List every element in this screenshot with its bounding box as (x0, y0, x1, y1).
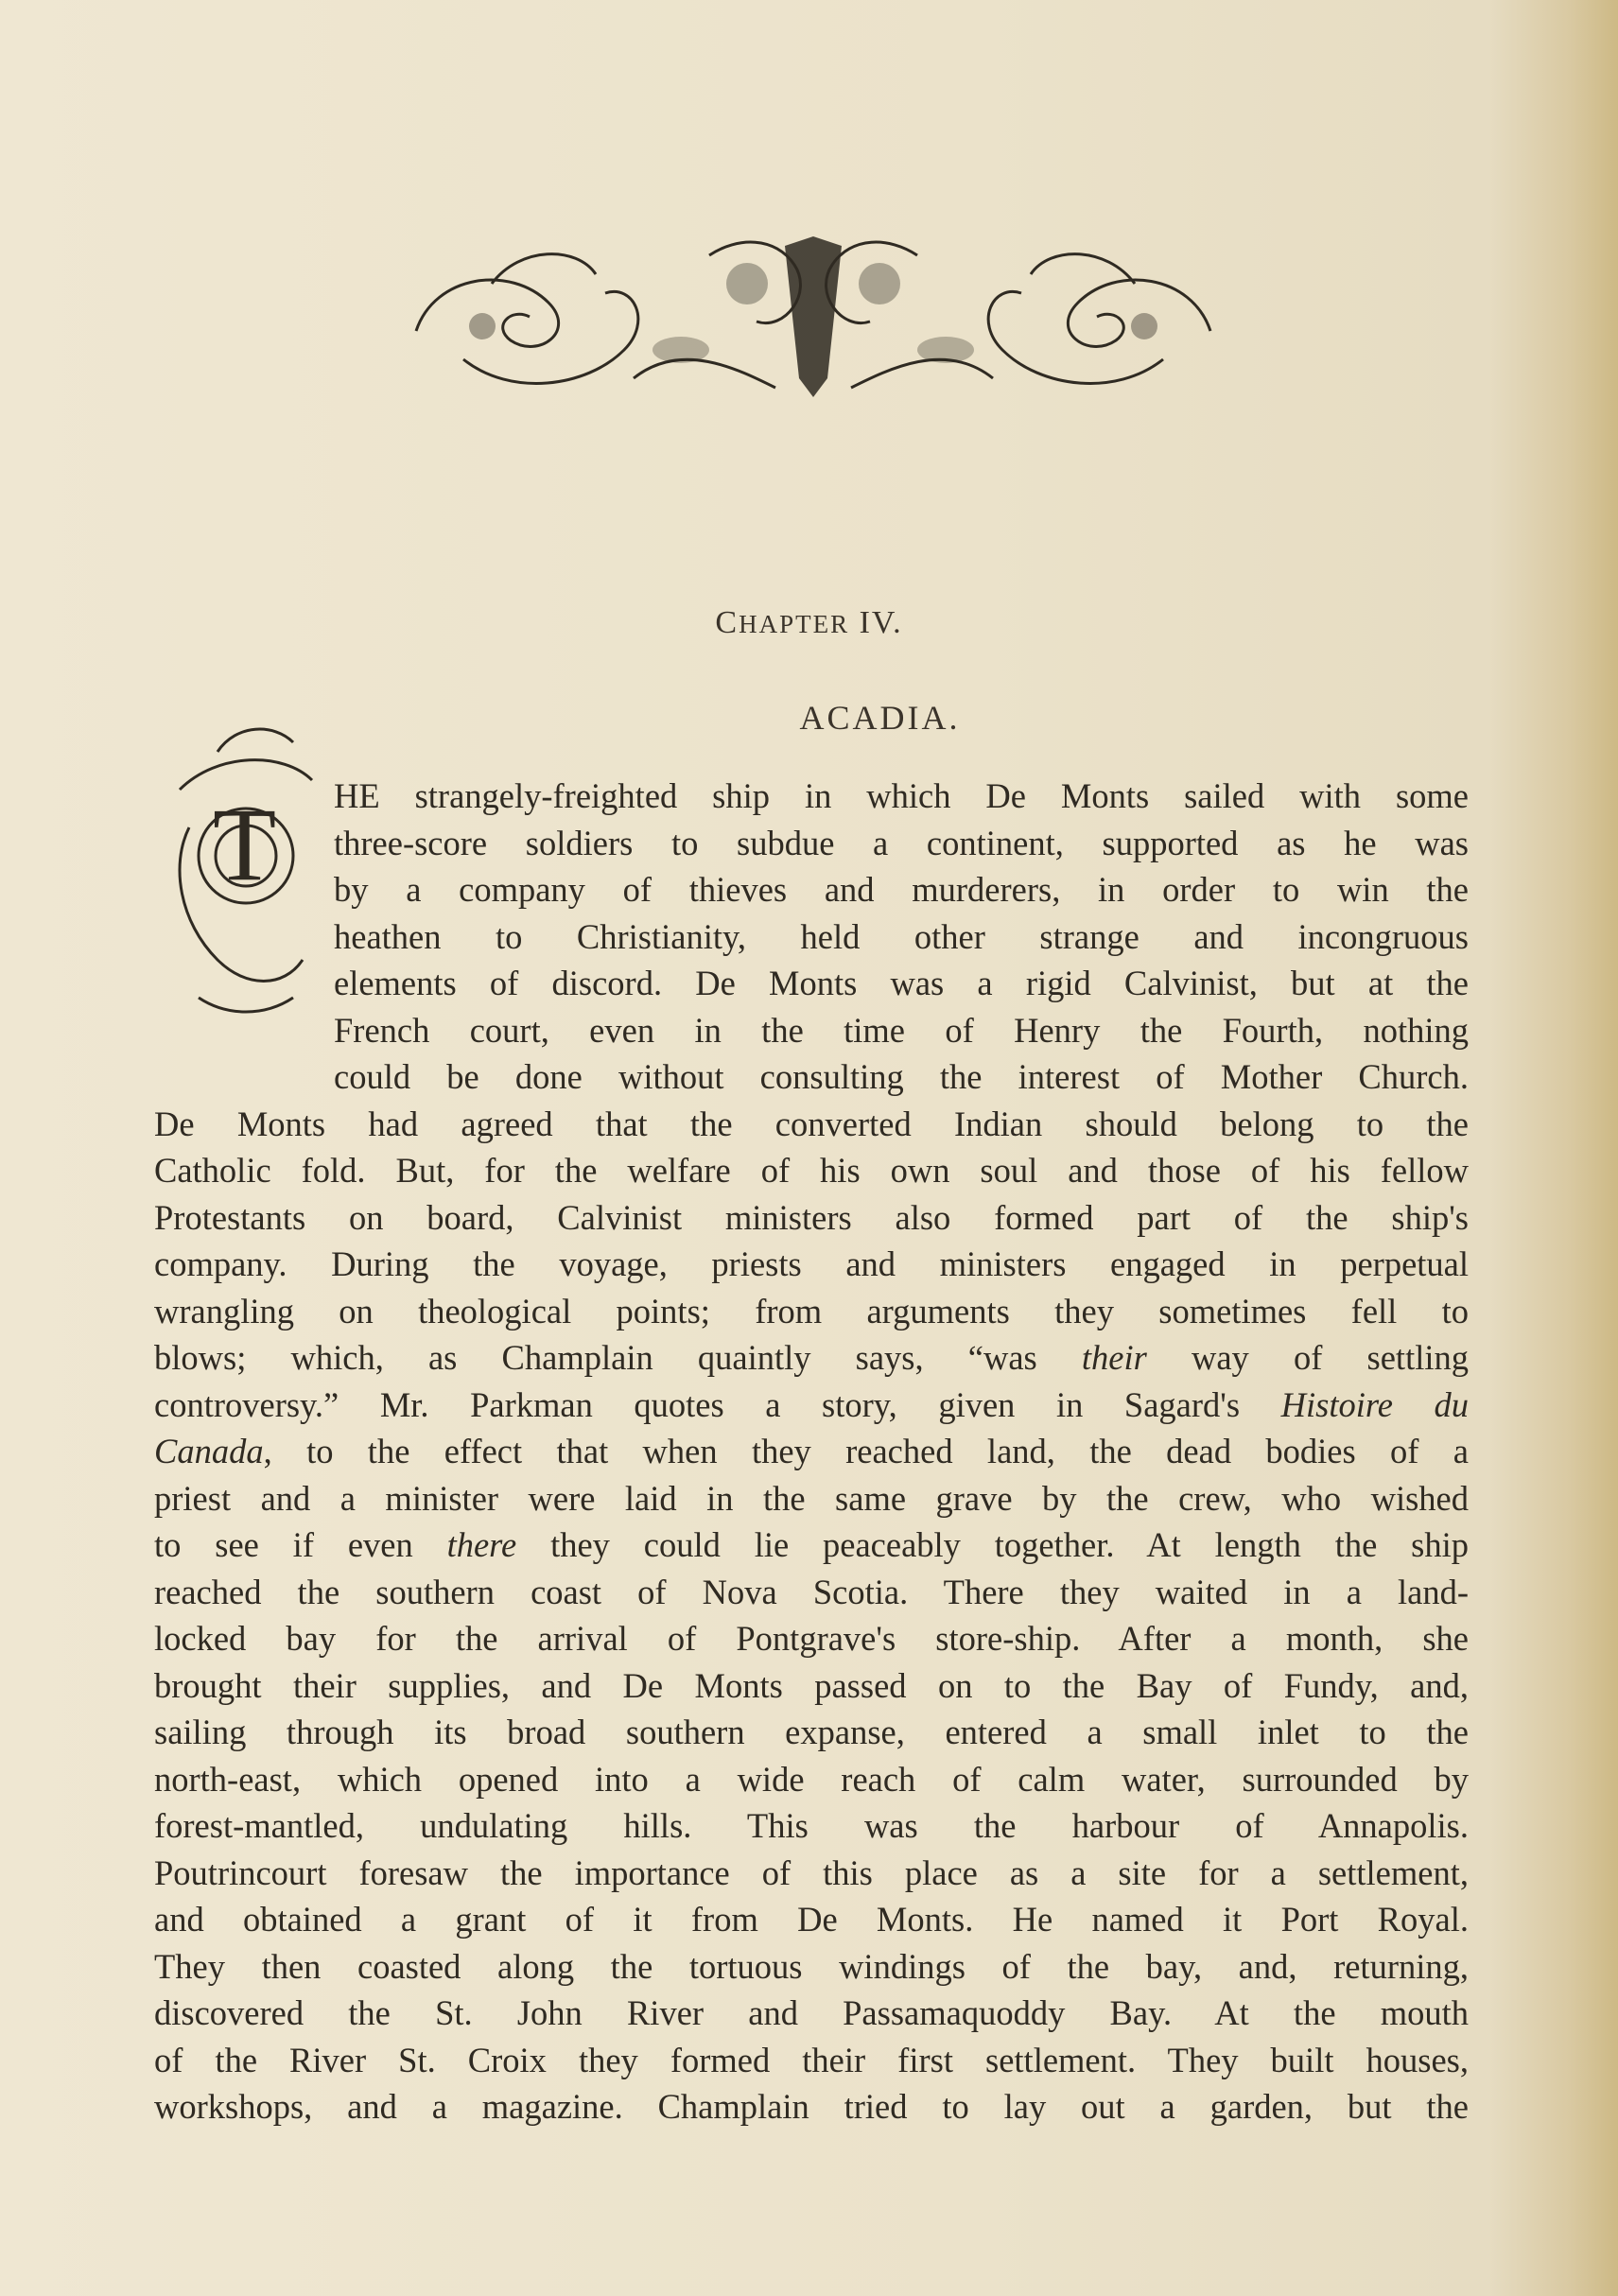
text-line: Poutrincourt foresaw the importance of this place as a site for a settlement, (154, 1852, 1469, 1892)
text-line: company. During the voyage, priests and ministers engaged in perpetual (154, 1244, 1469, 1283)
chapter-word: HAPTER (739, 610, 850, 638)
chapter-heading (0, 605, 1618, 641)
text-line: of the River St. Croix they formed their first settlement. They built houses, (154, 2040, 1469, 2079)
text-line: controversy.” Mr. Parkman quotes a story, given in Sagard's Histoire du (154, 1384, 1469, 1424)
text-line: heathen to Christianity, held other strange and incongruous (334, 916, 1469, 956)
text-line: workshops, and a magazine. Champlain tried to lay out a garden, but the (154, 2087, 1469, 2126)
text-line: and obtained a grant of it from De Monts. He named it Port Royal. (154, 1900, 1469, 1939)
text-line: reached the southern coast of Nova Scotia. There they waited in a land- (154, 1572, 1469, 1611)
text-line: locked bay for the arrival of Pontgrave's store-ship. After a month, she (154, 1619, 1469, 1658)
text-line: Catholic fold. But, for the welfare of his own soul and those of his fellow (154, 1151, 1469, 1190)
text-line: elements of discord. De Monts was a rigid Calvinist, but at the (334, 964, 1469, 1002)
text-line: wrangling on theological points; from arguments they sometimes fell to (154, 1291, 1469, 1331)
chapter-prefix: C (715, 605, 739, 640)
text-line: forest-mantled, undulating hills. This was the harbour of Annapolis. (154, 1806, 1469, 1845)
text-line: to see if even there they could lie peaceably together. At length the ship (154, 1525, 1469, 1564)
ornamental-headpiece (397, 217, 1229, 407)
text-line: De Monts had agreed that the converted Indian should belong to the (154, 1104, 1469, 1143)
text-line: Protestants on board, Calvinist ministers also formed part of the ship's (154, 1197, 1469, 1237)
text-line: could be done without consulting the interest of Mother Church. (334, 1057, 1469, 1096)
text-line: north-east, which opened into a wide reach of calm water, surrounded by (154, 1759, 1469, 1799)
text-line: discovered the St. John River and Passamaquoddy Bay. At the mouth (154, 1993, 1469, 2032)
text-line: sailing through its broad southern expanse, entered a small inlet to the (154, 1713, 1469, 1751)
text-line: by a company of thieves and murderers, in order to win the (334, 870, 1469, 909)
text-line: Canada, to the effect that when they reached land, the dead bodies of a (154, 1432, 1469, 1470)
text-line: blows; which, as Champlain quaintly says, “was their way of settling (154, 1338, 1469, 1377)
text-line: brought their supplies, and De Monts passed on to the Bay of Fundy, and, (154, 1665, 1469, 1705)
text-line: priest and a minister were laid in the same grave by the crew, who wished (154, 1478, 1469, 1518)
chapter-numeral: IV. (859, 605, 903, 640)
body-paragraph (154, 773, 1469, 2131)
chapter-title: ACADIA. (799, 699, 961, 737)
drop-cap-letter: T (213, 787, 277, 902)
text-line: They then coasted along the tortuous windings of the bay, and, returning, (154, 1946, 1469, 1986)
text-line: three-score soldiers to subdue a continent, supported as he was (334, 823, 1469, 862)
text-line: French court, even in the time of Henry the Fourth, nothing (334, 1010, 1469, 1050)
text-line: HE strangely-freighted ship in which De Monts sailed with some (334, 776, 1469, 815)
